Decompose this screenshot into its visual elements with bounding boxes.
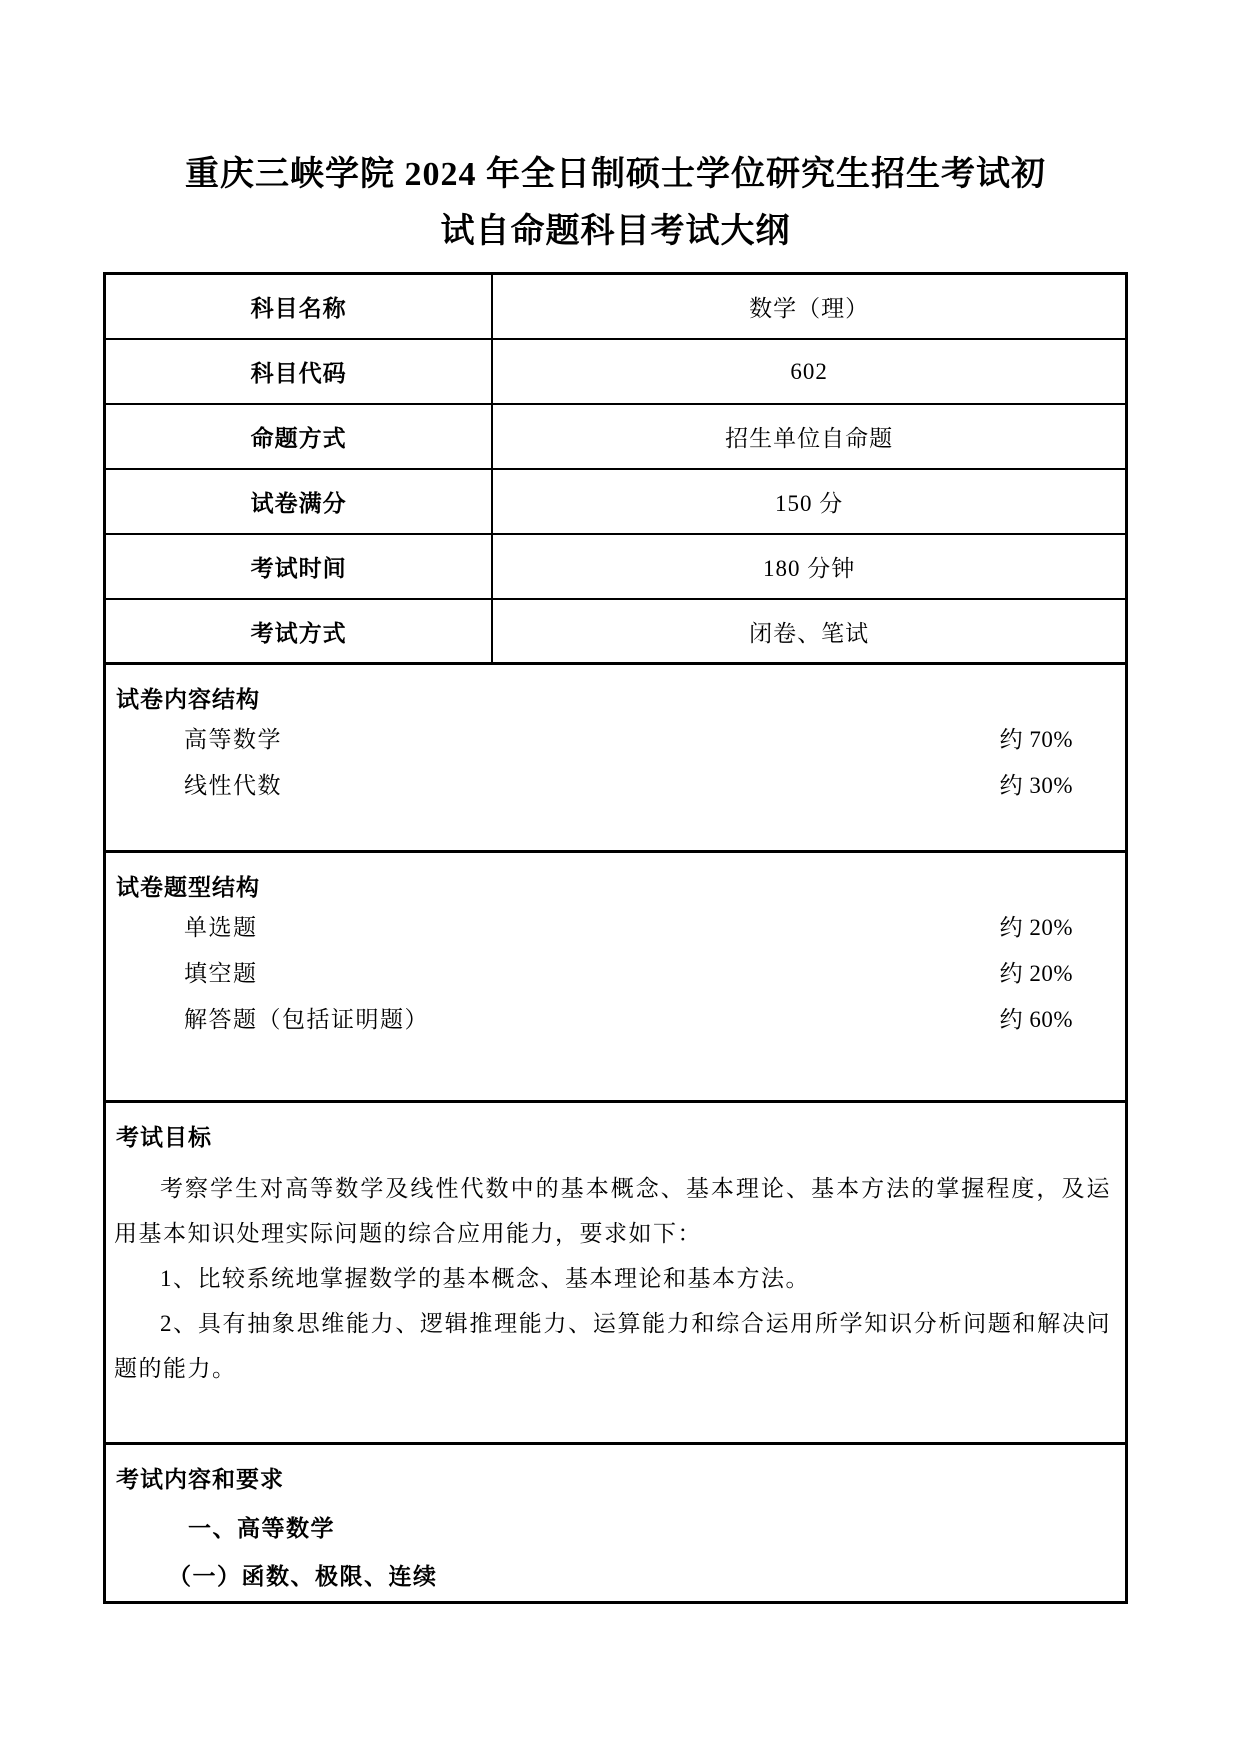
section-heading: 考试内容和要求 xyxy=(116,1466,284,1492)
subheading-function-limit-continuity: （一）函数、极限、连续 xyxy=(168,1563,438,1589)
document-title xyxy=(103,0,1128,260)
title-line-2: 试自命题科目考试大纲 xyxy=(440,213,791,250)
paragraph: 1、比较系统地掌握数学的基本概念、基本理论和基本方法。 xyxy=(160,1266,810,1291)
subheading-advanced-math: 一、高等数学 xyxy=(188,1515,335,1541)
item-weight: 约 20% xyxy=(999,960,1073,986)
table-row-full-score xyxy=(106,470,1125,535)
row-value: 数学（理） xyxy=(749,296,870,321)
list-item xyxy=(106,902,1125,948)
row-label: 科目名称 xyxy=(106,275,493,338)
item-weight: 约 20% xyxy=(999,914,1073,940)
section-question-type-structure xyxy=(106,853,1125,1103)
row-label: 考试时间 xyxy=(106,535,493,598)
row-value: 闭卷、笔试 xyxy=(749,620,870,646)
item-weight: 约 60% xyxy=(999,1006,1073,1032)
table-row-exam-duration xyxy=(106,535,1125,600)
row-value: 招生单位自命题 xyxy=(725,426,894,451)
item-name: 填空题 xyxy=(184,960,258,986)
list-item xyxy=(106,948,1125,994)
section-heading: 考试目标 xyxy=(116,1124,212,1150)
row-value: 150 分 xyxy=(774,491,844,516)
row-label: 考试方式 xyxy=(106,600,493,662)
table-row-exam-method xyxy=(106,600,1125,665)
section-paper-content-structure xyxy=(106,665,1125,853)
item-name: 单选题 xyxy=(184,914,258,940)
row-label: 试卷满分 xyxy=(106,470,493,533)
outline-table xyxy=(103,272,1128,1604)
list-item xyxy=(106,994,1125,1040)
item-weight: 约 30% xyxy=(999,772,1073,798)
row-value: 180 分钟 xyxy=(762,556,856,581)
paragraph: 2、具有抽象思维能力、逻辑推理能力、运算能力和综合运用所学知识分析问题和解决问题的能力。 xyxy=(114,1311,1111,1381)
item-name: 线性代数 xyxy=(184,772,282,798)
list-item xyxy=(106,714,1125,760)
item-name: 高等数学 xyxy=(184,726,282,752)
item-name: 解答题（包括证明题） xyxy=(184,1006,429,1032)
table-row-subject-name xyxy=(106,275,1125,340)
table-row-proposition-method xyxy=(106,405,1125,470)
title-line-1: 重庆三峡学院 2024 年全日制硕士学位研究生招生考试初 xyxy=(185,156,1046,193)
list-item xyxy=(106,760,1125,806)
row-value: 602 xyxy=(790,358,828,384)
section-heading: 试卷内容结构 xyxy=(116,686,260,712)
section-heading: 试卷题型结构 xyxy=(116,874,260,900)
item-weight: 约 70% xyxy=(999,726,1073,752)
section-exam-objectives xyxy=(106,1103,1125,1445)
paragraph: 考察学生对高等数学及线性代数中的基本概念、基本理论、基本方法的掌握程度，及运用基本知识处理实际问题的综合应用能力，要求如下： xyxy=(114,1176,1111,1246)
table-row-subject-code xyxy=(106,340,1125,405)
row-label: 命题方式 xyxy=(106,405,493,468)
section-exam-content-requirements xyxy=(106,1445,1125,1601)
objectives-text xyxy=(106,1166,1125,1391)
row-label: 科目代码 xyxy=(106,340,493,403)
